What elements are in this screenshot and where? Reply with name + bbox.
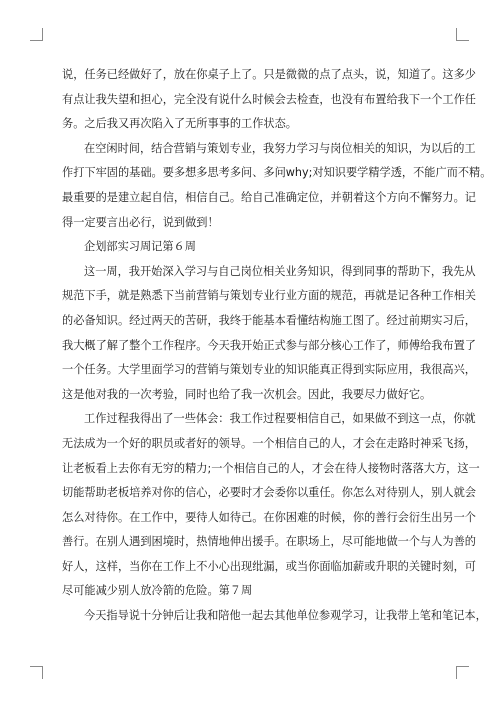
text-line: 怎么对待你。在工作中，要待人如待己。在你困难的时候，你的善行会衍生出另一个 [62,510,476,524]
text-line: 务。之后我又再次陷入了无所事事的工作状态。 [62,117,297,131]
text-line: 好人，这样，当你在工作上不小心出现纰漏，或当你面临加薪或升职的关键时刻，可 [62,559,476,573]
crop-mark-top-right [456,28,469,41]
text-line: 今天指导说十分钟后让我和陪他一起去其他单位参观学习，让我带上笔和笔记本， [84,609,487,623]
text-line: 说，任务已经做好了，放在你桌子上了。只是微微的点了点头，说，知道了。这多少 [62,68,476,81]
text-line: 善行。在别人遇到困境时，热情地伸出援手。在职场上，尽可能地做一个与人为善的 [62,535,476,549]
text-line: 切能帮助老板培养对你的信心，必要时才会委你以重任。你怎么对待别人，别人就会 [62,486,476,500]
text-line: 作打下牢固的基础。要多想多思考多问、多问why;对知识要学精学透，不能广而不精。 [62,166,492,180]
section-heading: 企划部实习周记第６周 [84,240,196,254]
text-line: 让老板看上去你有无穷的精力;一个相信自己的人，才会在待人接物时落落大方，这一 [62,461,480,475]
text-line: 得一定要言出必行，说到做到！ [62,215,219,229]
text-line: 规范下手，就是熟悉下当前营销与策划专业行业方面的规范，再就是记各种工作相关 [62,289,476,303]
text-line: 最重要的是建立起自信，相信自己。给自己准确定位，并朝着这个方向不懈努力。记 [62,190,476,204]
text-line: 的必备知识。经过两天的苦研，我终于能基本看懂结构施工图了。经过前期实习后， [62,313,476,327]
text-line: 有点让我失望和担心，完全没有说什么时候会去检查，也没有布置给我下一个工作任 [62,92,476,106]
crop-mark-bottom-right [456,666,469,679]
document-body [62,63,492,629]
text-line: 这一周，我开始深入学习与自己岗位相关业务知识，得到同事的帮助下，我先从 [84,264,476,278]
text-line: 无法成为一个好的职员或者好的领导。一个相信自己的人，才会在走路时神采飞扬， [62,436,476,450]
text-line: 这是他对我的一次考验，同时也给了我一次机会。因此，我要尽力做好它。 [62,387,432,401]
text-line: 工作过程我得出了一些体会：我工作过程要相信自己，如果做不到这一点，你就 [84,412,476,426]
crop-mark-top-left [30,28,43,41]
text-line: 在空闲时间，结合营销与策划专业，我努力学习与岗位相关的知识，为以后的工 [84,141,476,155]
text-line: 我大概了解了整个工作程序。今天我开始正式参与部分核心工作了，师傅给我布置了 [62,338,476,352]
text-line: 尽可能减少别人放冷箭的危险。第７周 [62,584,253,598]
crop-mark-bottom-left [30,666,43,679]
text-line: 一个任务。大学里面学习的营销与策划专业的知识能真正得到实际应用，我很高兴， [62,363,476,377]
